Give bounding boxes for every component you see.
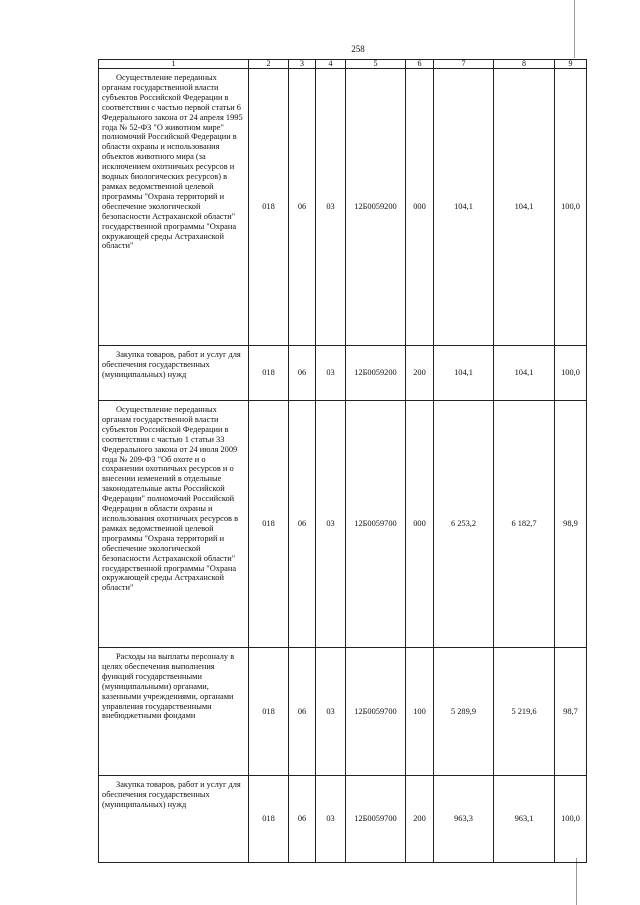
cell-expense-type: 000 bbox=[406, 69, 434, 346]
column-number: 8 bbox=[494, 60, 555, 69]
cell-execution-percent: 100,0 bbox=[555, 776, 587, 863]
cell-planned-amount: 104,1 bbox=[434, 346, 494, 401]
table-row bbox=[99, 648, 587, 776]
cell-execution-percent: 98,9 bbox=[555, 401, 587, 648]
cell-execution-percent: 100,0 bbox=[555, 69, 587, 346]
table-row bbox=[99, 401, 587, 648]
cell-planned-amount: 963,3 bbox=[434, 776, 494, 863]
cell-expense-type: 000 bbox=[406, 401, 434, 648]
column-number: 7 bbox=[434, 60, 494, 69]
row-description: Расходы на выплаты персоналу в целях обеспечения выполнения функций государственными (муниципальными) органами, казенными учреждениями, органами управления государственными внебюджетными фондами bbox=[99, 648, 249, 776]
cell-expense-type: 200 bbox=[406, 346, 434, 401]
column-number: 6 bbox=[406, 60, 434, 69]
cell-section: 06 bbox=[289, 69, 316, 346]
cell-ministry-code: 018 bbox=[249, 648, 289, 776]
cell-executed-amount: 104,1 bbox=[494, 346, 555, 401]
cell-target-article: 12Б0059200 bbox=[346, 346, 406, 401]
row-description: Осуществление переданных органам государственной власти субъектов Российской Федерации в соответствии с частью первой статьи 6 Федерального закона от 24 апреля 1995 года № 52-ФЗ "О животном мире" полномочий Российской Федерации в области охраны и использования объектов животного мира (за исключением охотничьих ресурсов и водных биологических ресурсов) в рамках ведомственной целевой программы "Охрана территорий и обеспечение экологической безопасности Астраханской области" государственной программы "Охрана окружающей среды Астраханской области" bbox=[99, 69, 249, 346]
scan-edge-line-bottom bbox=[576, 858, 577, 905]
row-description: Закупка товаров, работ и услуг для обеспечения государственных (муниципальных) нужд bbox=[99, 776, 249, 863]
cell-expense-type: 100 bbox=[406, 648, 434, 776]
cell-planned-amount: 6 253,2 bbox=[434, 401, 494, 648]
cell-subsection: 03 bbox=[316, 776, 346, 863]
cell-executed-amount: 963,1 bbox=[494, 776, 555, 863]
cell-section: 06 bbox=[289, 648, 316, 776]
column-number: 9 bbox=[555, 60, 587, 69]
column-number: 3 bbox=[289, 60, 316, 69]
column-number: 2 bbox=[249, 60, 289, 69]
budget-table bbox=[98, 59, 587, 863]
cell-section: 06 bbox=[289, 346, 316, 401]
row-description: Закупка товаров, работ и услуг для обеспечения государственных (муниципальных) нужд bbox=[99, 346, 249, 401]
page-number: 258 bbox=[351, 44, 365, 54]
cell-execution-percent: 100,0 bbox=[555, 346, 587, 401]
cell-target-article: 12Б0059700 bbox=[346, 648, 406, 776]
cell-subsection: 03 bbox=[316, 648, 346, 776]
cell-section: 06 bbox=[289, 401, 316, 648]
cell-section: 06 bbox=[289, 776, 316, 863]
cell-subsection: 03 bbox=[316, 401, 346, 648]
column-number-row bbox=[99, 60, 587, 69]
row-description: Осуществление переданных органам государственной власти субъектов Российской Федерации в соответствии с частью 1 статьи 33 Федерального закона от 24 июля 2009 года № 209-ФЗ "Об охоте и о сохранении охотничьих ресурсов и о внесении изменений в отдельные законодательные акты Российской Федерации" полномочий Российской Федерации в области охраны и использования охотничьих ресурсов в рамках ведомственной целевой программы "Охрана территорий и обеспечение экологической безопасности Астраханской области" государственной программы "Охрана окружающей среды Астраханской области" bbox=[99, 401, 249, 648]
cell-planned-amount: 5 289,9 bbox=[434, 648, 494, 776]
cell-target-article: 12Б0059700 bbox=[346, 776, 406, 863]
cell-ministry-code: 018 bbox=[249, 401, 289, 648]
cell-ministry-code: 018 bbox=[249, 346, 289, 401]
cell-executed-amount: 6 182,7 bbox=[494, 401, 555, 648]
cell-target-article: 12Б0059700 bbox=[346, 401, 406, 648]
column-number: 5 bbox=[346, 60, 406, 69]
cell-subsection: 03 bbox=[316, 69, 346, 346]
cell-executed-amount: 5 219,6 bbox=[494, 648, 555, 776]
cell-target-article: 12Б0059200 bbox=[346, 69, 406, 346]
cell-expense-type: 200 bbox=[406, 776, 434, 863]
column-number: 1 bbox=[99, 60, 249, 69]
table-row bbox=[99, 776, 587, 863]
cell-execution-percent: 98,7 bbox=[555, 648, 587, 776]
cell-subsection: 03 bbox=[316, 346, 346, 401]
column-number: 4 bbox=[316, 60, 346, 69]
cell-executed-amount: 104,1 bbox=[494, 69, 555, 346]
scan-edge-line-top bbox=[574, 0, 575, 58]
table-row bbox=[99, 69, 587, 346]
cell-ministry-code: 018 bbox=[249, 69, 289, 346]
table-row bbox=[99, 346, 587, 401]
cell-ministry-code: 018 bbox=[249, 776, 289, 863]
cell-planned-amount: 104,1 bbox=[434, 69, 494, 346]
